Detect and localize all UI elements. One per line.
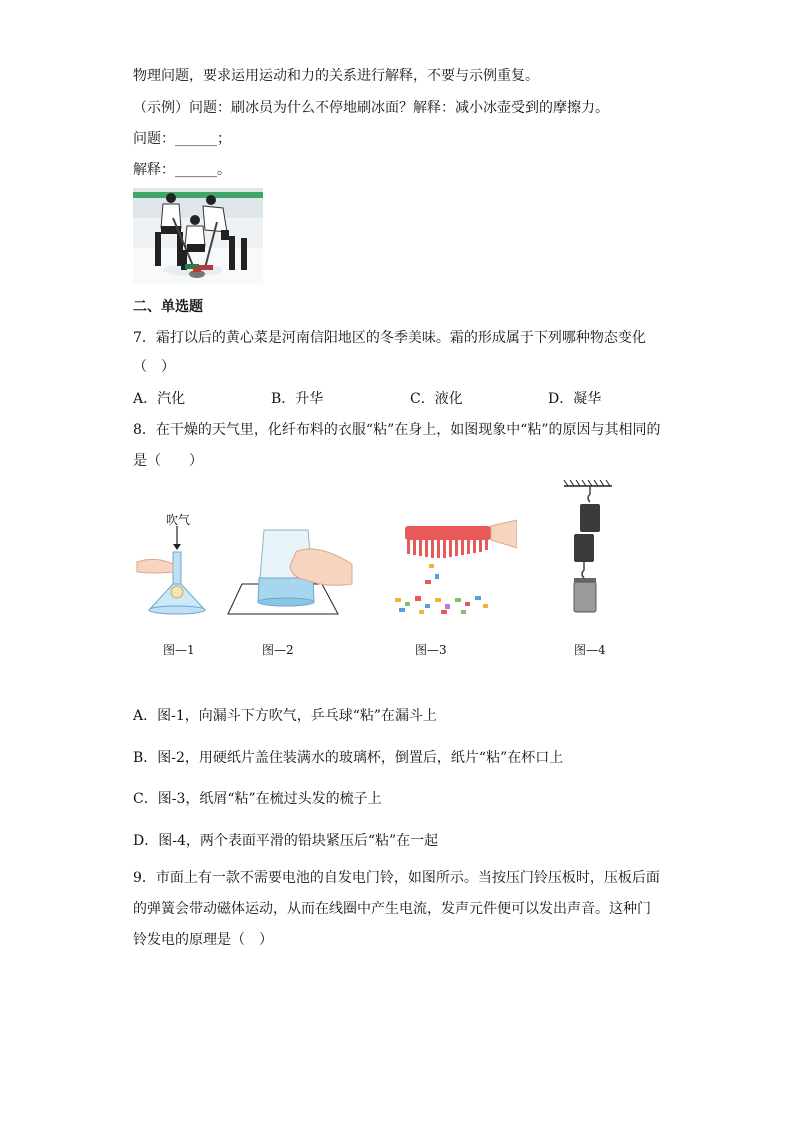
q9-stem-line2: 的弹簧会带动磁体运动，从而在线圈中产生电流，发声元件便可以发出声音。这种门 — [133, 901, 651, 917]
fig4-caption: 图—4 — [574, 643, 606, 657]
section-title: 二、单选题 — [133, 299, 203, 315]
q9-stem-line3: 铃发电的原理是（ ） — [133, 932, 273, 948]
q7-stem: 7．霜打以后的黄心菜是河南信阳地区的冬季美味。霜的形成属于下列哪种物态变化 — [133, 330, 646, 346]
intro-line: 物理问题，要求运用运动和力的关系进行解释，不要与示例重复。 — [133, 68, 539, 84]
fig2-caption: 图—2 — [262, 643, 294, 657]
fig4-lead-blocks-illustration — [562, 480, 616, 630]
q8-stem: 8．在干燥的天气里，化纤布料的衣服“粘”在身上，如图现象中“粘”的原因与其相同的 — [133, 422, 661, 438]
q7-option-c[interactable]: C．液化 — [410, 391, 463, 407]
curling-photo — [133, 188, 263, 284]
q8-option-a[interactable]: A．图-1，向漏斗下方吹气，乒乓球“粘”在漏斗上 — [133, 708, 438, 724]
q9-stem-line1: 9．市面上有一款不需要电池的自发电门铃，如图所示。当按压门铃压板时，压板后面 — [133, 870, 660, 886]
fig1-caption: 图—1 — [163, 643, 195, 657]
q7-option-b[interactable]: B．升华 — [271, 391, 324, 407]
q7-option-a[interactable]: A．汽化 — [133, 391, 186, 407]
q8-option-d[interactable]: D．图-4，两个表面平滑的铅块紧压后“粘”在一起 — [133, 833, 439, 849]
fig2-glass-illustration — [226, 522, 354, 620]
fig1-funnel-illustration — [135, 526, 225, 618]
example-line: （示例）问题：刷冰员为什么不停地刷冰面？解释：减小冰壶受到的摩擦力。 — [133, 100, 609, 116]
fig3-comb-illustration — [385, 518, 517, 618]
explanation-blank: 解释：______。 — [133, 162, 231, 178]
fig3-caption: 图—3 — [415, 643, 447, 657]
q8-option-b[interactable]: B．图-2，用硬纸片盖住装满水的玻璃杯，倒置后，纸片“粘”在杯口上 — [133, 750, 564, 766]
question-blank: 问题：______； — [133, 131, 231, 147]
q8-option-c[interactable]: C．图-3，纸屑“粘”在梳过头发的梳子上 — [133, 791, 382, 807]
q7-option-d[interactable]: D．凝华 — [548, 391, 602, 407]
q8-stem-paren: 是（ ） — [133, 453, 203, 469]
fig1-blow-label: 吹气 — [166, 513, 191, 527]
q7-stem-paren: （ ） — [133, 359, 175, 375]
